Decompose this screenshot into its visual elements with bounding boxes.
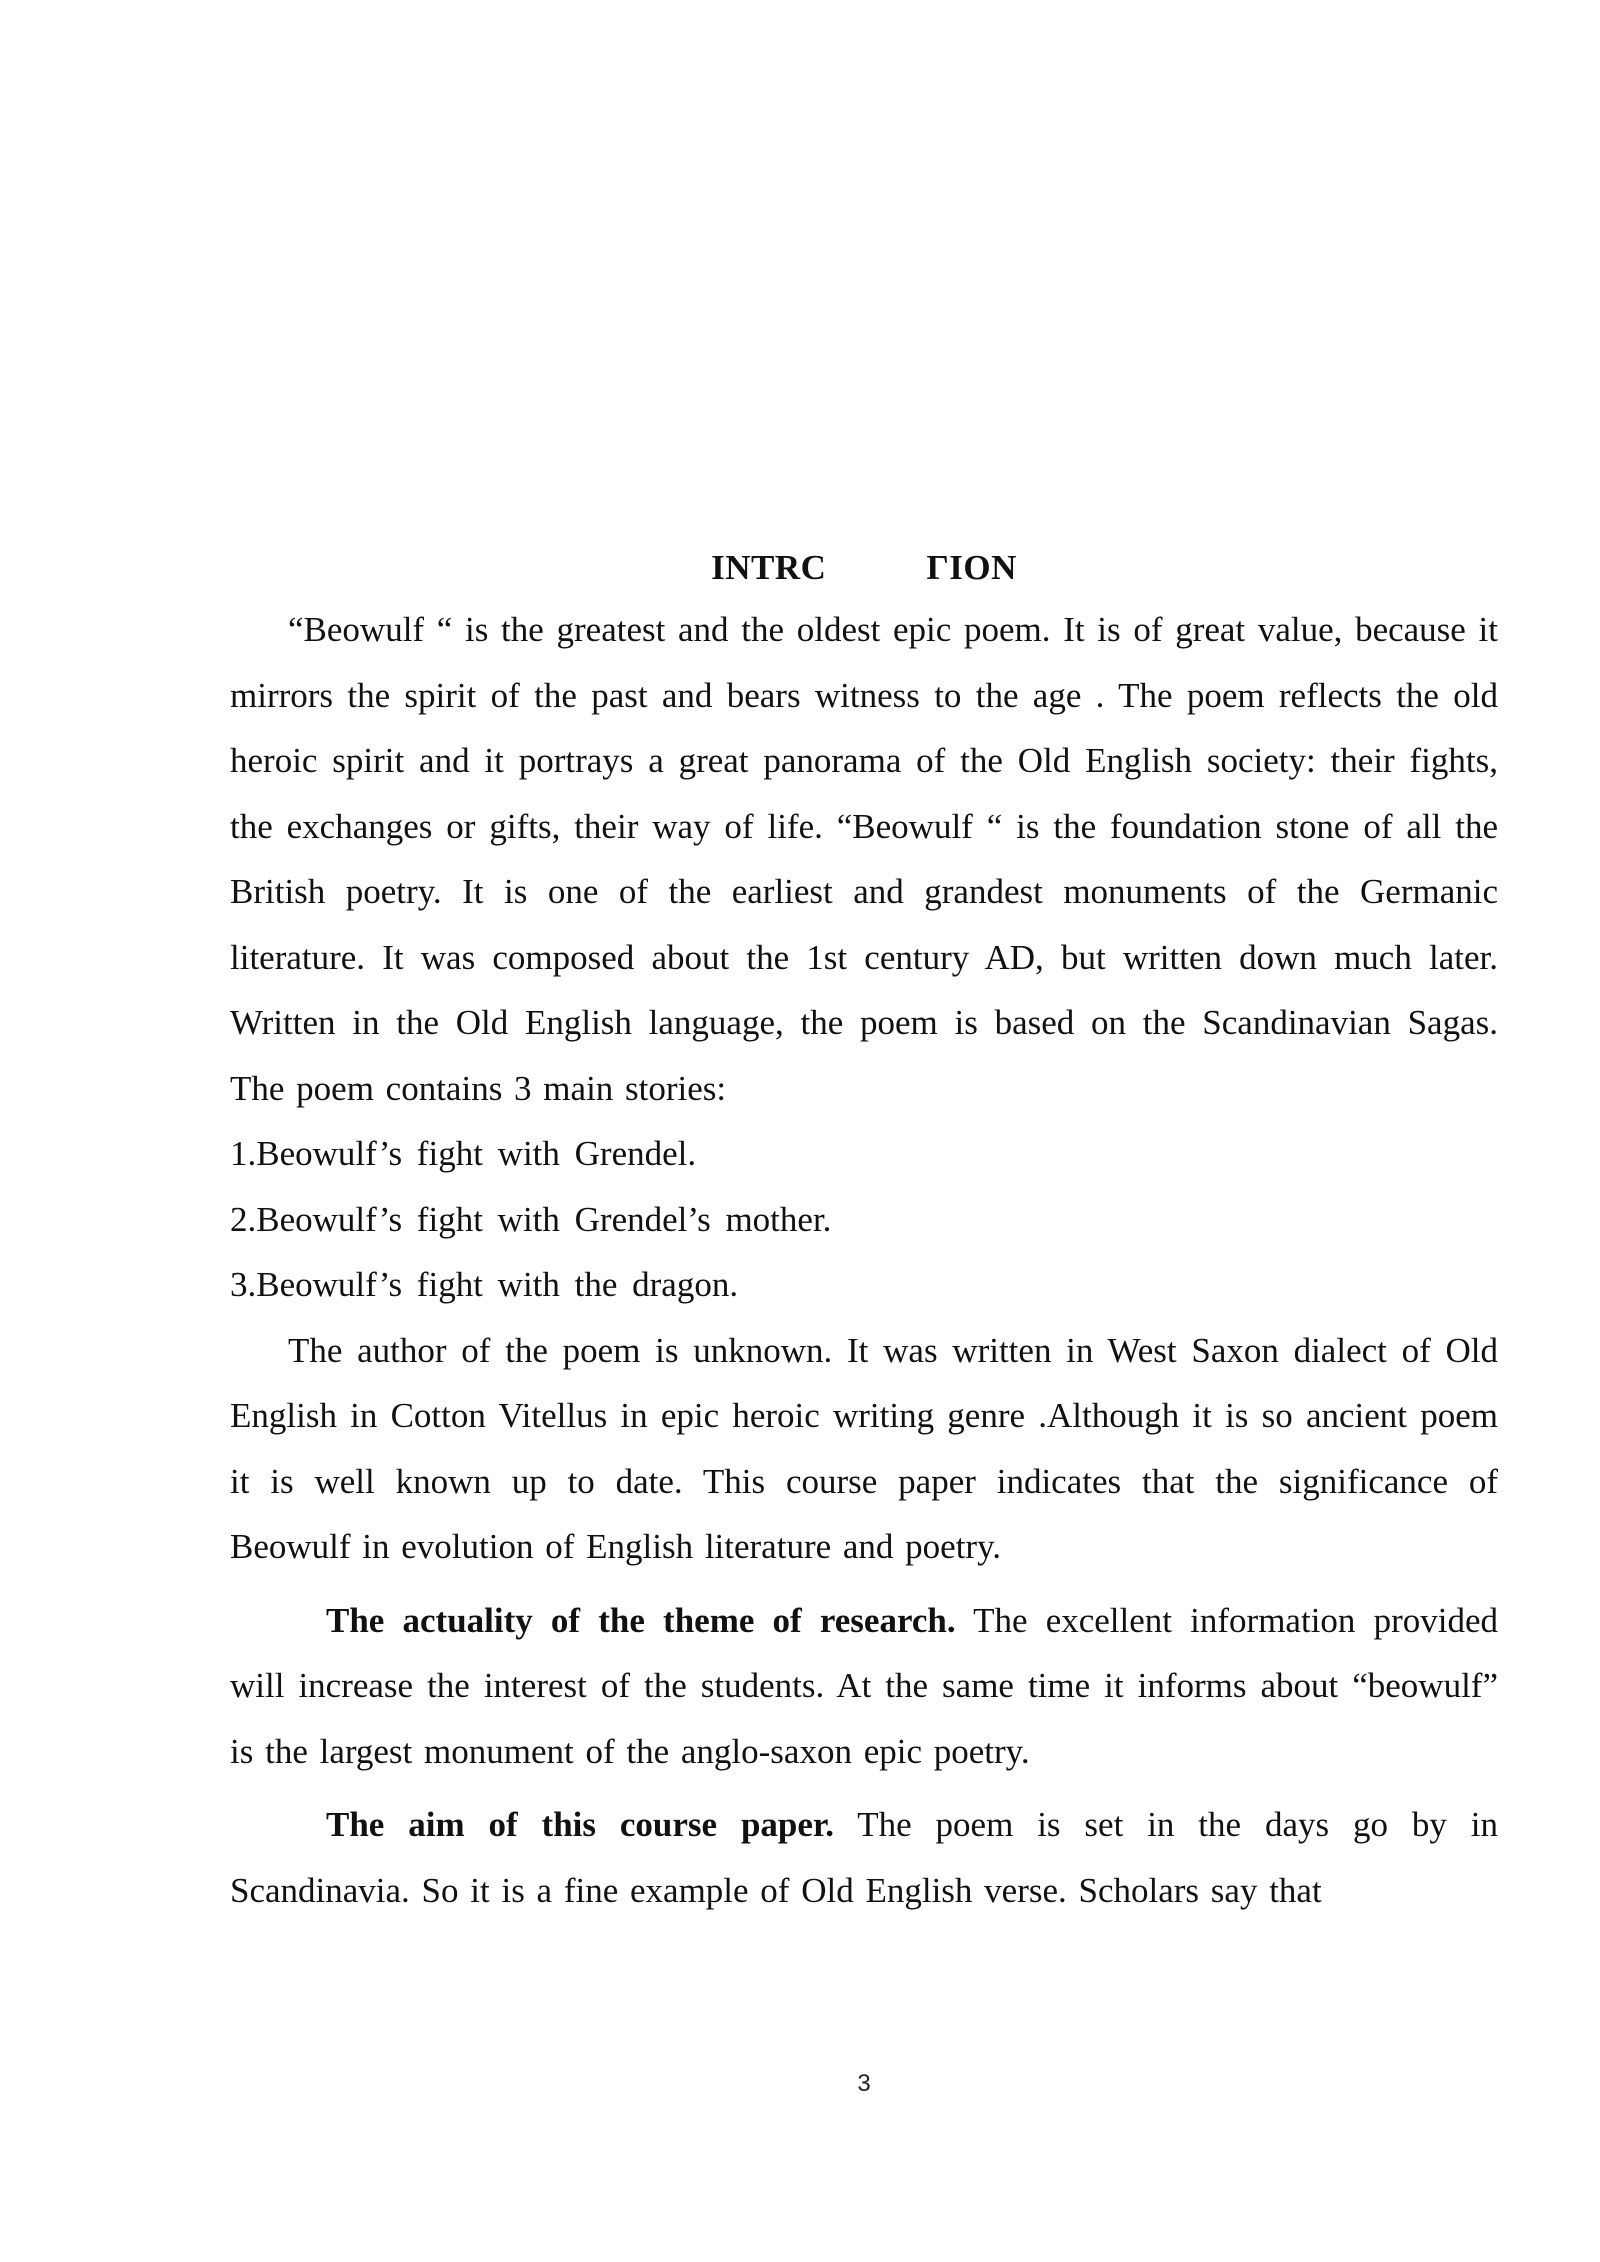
list-item: 1.Beowulf’s fight with Grendel. [230, 1134, 697, 1173]
paragraph-actuality [230, 1588, 1498, 1785]
paragraph-author: The author of the poem is unknown. It was written in West Saxon dialect of Old English in Cotton Vitellus in epic heroic writing genre .Although it is so ancient poem it is well known up to date. This course paper indicates that the significance of Beowulf in evolution of English literature and poetry. [230, 1330, 1498, 1566]
title-right-fragment: ΓΙΟΝ [926, 548, 1017, 587]
title-left-fragment: INTRC [711, 548, 827, 587]
page-number: 3 [857, 2070, 871, 2097]
paragraph-intro: “Beowulf “ is the greatest and the oldest epic poem. It is of great value, because it mirrors the spirit of the past and bears witness to the age . The poem reflects the old heroic spirit and it portrays a great panorama of the Old English society: their fights, the exchanges or gifts, their way of life. “Beowulf “ is the foundation stone of all the British poetry. It is one of the earliest and grandest monuments of the Germanic literature. It was composed about the 1st century AD, but written down much later. Written in the Old English language, the poem is based on the Scandinavian Sagas. The poem contains 3 main stories: [230, 610, 1498, 1108]
page-title [230, 540, 1498, 595]
paragraph-aim [230, 1792, 1498, 1923]
body-text [230, 540, 1498, 1923]
list-item: 2.Beowulf’s fight with Grendel’s mother. [230, 1199, 832, 1239]
paragraph-aim-text: The poem is set in the days go by in Scandinavia. So it is a fine example of Old English verse. Scholars say that [230, 1805, 1498, 1910]
list-item: 3.Beowulf’s fight with the dragon. [230, 1265, 739, 1304]
paragraph-actuality-text: The excellent information provided will increase the interest of the students. At the same time it informs about “beowulf” is the largest monument of the anglo-saxon epic poetry. [230, 1600, 1498, 1771]
section-label-aim: The aim of this course paper. [326, 1805, 834, 1844]
section-label-actuality: The actuality of the theme of research. [326, 1600, 956, 1640]
